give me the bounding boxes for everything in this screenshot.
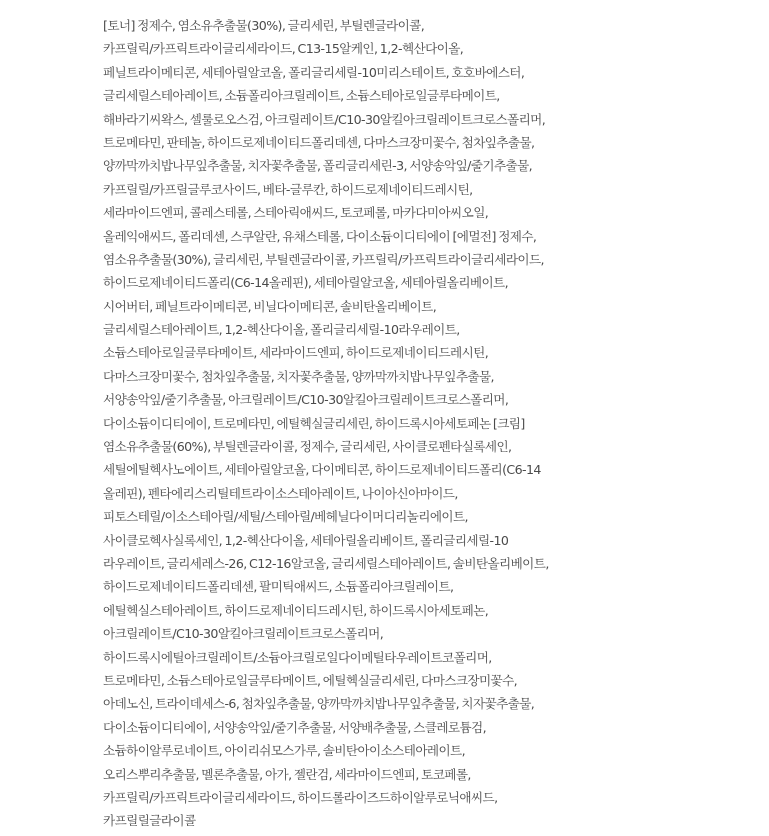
ingredient-line: 다이소듐이디티에이, 서양송악잎/줄기추출물, 서양배추출물, 스클레로튬검,	[103, 719, 486, 735]
ingredient-line: 카프릴릴글라이콜	[103, 813, 196, 829]
ingredient-line: 페닐트라이메티콘, 세테아릴알코올, 폴리글리세릴-10미리스테이트, 호호바에스터,	[103, 64, 525, 80]
ingredient-line: 카프릴릴/카프릴글루코사이드, 베타-글루칸, 하이드로제네이티드레시틴,	[103, 181, 473, 197]
ingredient-line: 소듐하이알루로네이트, 아이리쉬모스가루, 솔비탄아이소스테아레이트,	[103, 743, 465, 759]
ingredient-line: 서양송악잎/줄기추출물, 아크릴레이트/C10-30알킬아크릴레이트크로스폴리머,	[103, 392, 509, 408]
ingredient-line: 세라마이드엔피, 콜레스테롤, 스테아릭애씨드, 토코페롤, 마카다미아씨오일,	[103, 205, 489, 221]
ingredient-line: 올레핀), 펜타에리스리틸테트라이소스테아레이트, 나이아신아마이드,	[103, 485, 458, 501]
ingredient-line: 아데노신, 트라이데세스-6, 첨차잎추출물, 양까막까치밥나무잎추출물, 치자꽃추출물,	[103, 696, 535, 712]
ingredient-line: 트로메타민, 소듐스테아로일글루타메이트, 에틸헥실글리세린, 다마스크장미꽃수,	[103, 672, 518, 688]
ingredient-line: 글리세릴스테아레이트, 소듐폴리아크릴레이트, 소듐스테아로일글루타메이트,	[103, 88, 500, 104]
ingredient-line: 에틸헥실스테아레이트, 하이드로제네이티드레시틴, 하이드록시아세토페논,	[103, 602, 489, 618]
ingredients-text-block	[103, 14, 769, 833]
ingredient-line: 라우레이트, 글리세레스-26, C12-16알코올, 글리세릴스테아레이트, 솔비탄올리베이트,	[103, 555, 549, 571]
ingredient-line: 피토스테릴/이소스테아릴/세틸/스테아릴/베헤닐다이머디리놀리에이트,	[103, 509, 468, 525]
ingredient-line: 트로메타민, 판테놀, 하이드로제네이티드폴리데센, 다마스크장미꽃수, 첨차잎추출물,	[103, 134, 535, 150]
ingredient-line: 소듐스테아로일글루타메이트, 세라마이드엔피, 하이드로제네이티드레시틴,	[103, 345, 489, 361]
ingredient-line: 시어버터, 페닐트라이메티콘, 비닐다이메티콘, 솔비탄올리베이트,	[103, 298, 437, 314]
ingredient-line: 염소유추출물(60%), 부틸렌글라이콜, 정제수, 글리세린, 사이클로펜타실록세인,	[103, 439, 512, 455]
ingredient-line: 다이소듐이디티에이, 트로메타민, 에틸헥실글리세린, 하이드록시아세토페논 [크림]	[103, 415, 525, 431]
ingredient-line: 하이드로제네이티드폴리데센, 팔미틱애씨드, 소듐폴리아크릴레이트,	[103, 579, 454, 595]
ingredient-line: 염소유추출물(30%), 글리세린, 부틸렌글라이콜, 카프릴릭/카프릭트라이글리세라이드,	[103, 251, 544, 267]
ingredient-line: 카프릴릭/카프릭트라이글리세라이드, C13-15알케인, 1,2-헥산다이올,	[103, 41, 464, 57]
ingredient-line: 해바라기씨왁스, 셀룰로오스검, 아크릴레이트/C10-30알킬아크릴레이트크로스폴리머,	[103, 111, 546, 127]
ingredient-line: 올레익애씨드, 폴리데센, 스쿠알란, 유채스테롤, 다이소듐이디티에이 [에멀전] 정제수,	[103, 228, 537, 244]
ingredient-line: 카프릴릭/카프릭트라이글리세라이드, 하이드롤라이즈드하이알루로닉애씨드,	[103, 789, 498, 805]
ingredient-line: 하이드록시에틸아크릴레이트/소듐아크릴로일다이메틸타우레이트코폴리머,	[103, 649, 492, 665]
ingredient-line: 글리세릴스테아레이트, 1,2-헥산다이올, 폴리글리세릴-10라우레이트,	[103, 322, 460, 338]
ingredient-line: [토너] 정제수, 염소유추출물(30%), 글리세린, 부틸렌글라이콜,	[103, 18, 425, 33]
ingredient-line: 사이클로헥사실록세인, 1,2-헥산다이올, 세테아릴올리베이트, 폴리글리세릴-10	[103, 532, 509, 548]
ingredient-line: 양까막까치밥나무잎추출물, 치자꽃추출물, 폴리글리세린-3, 서양송악잎/줄기추출물,	[103, 158, 533, 174]
ingredient-line: 오리스뿌리추출물, 멜론추출물, 아가, 젤란검, 세라마이드엔피, 토코페롤,	[103, 766, 471, 782]
ingredient-line: 아크릴레이트/C10-30알킬아크릴레이트크로스폴리머,	[103, 626, 384, 642]
ingredient-line: 다마스크장미꽃수, 첨차잎추출물, 치자꽃추출물, 양까막까치밥나무잎추출물,	[103, 368, 494, 384]
ingredient-line: 하이드로제네이티드폴리(C6-14올레핀), 세테아릴알코올, 세테아릴올리베이트,	[103, 275, 508, 291]
ingredient-line: 세틸에틸헥사노에이트, 세테아릴알코올, 다이메티콘, 하이드로제네이티드폴리(C6-14	[103, 462, 541, 478]
